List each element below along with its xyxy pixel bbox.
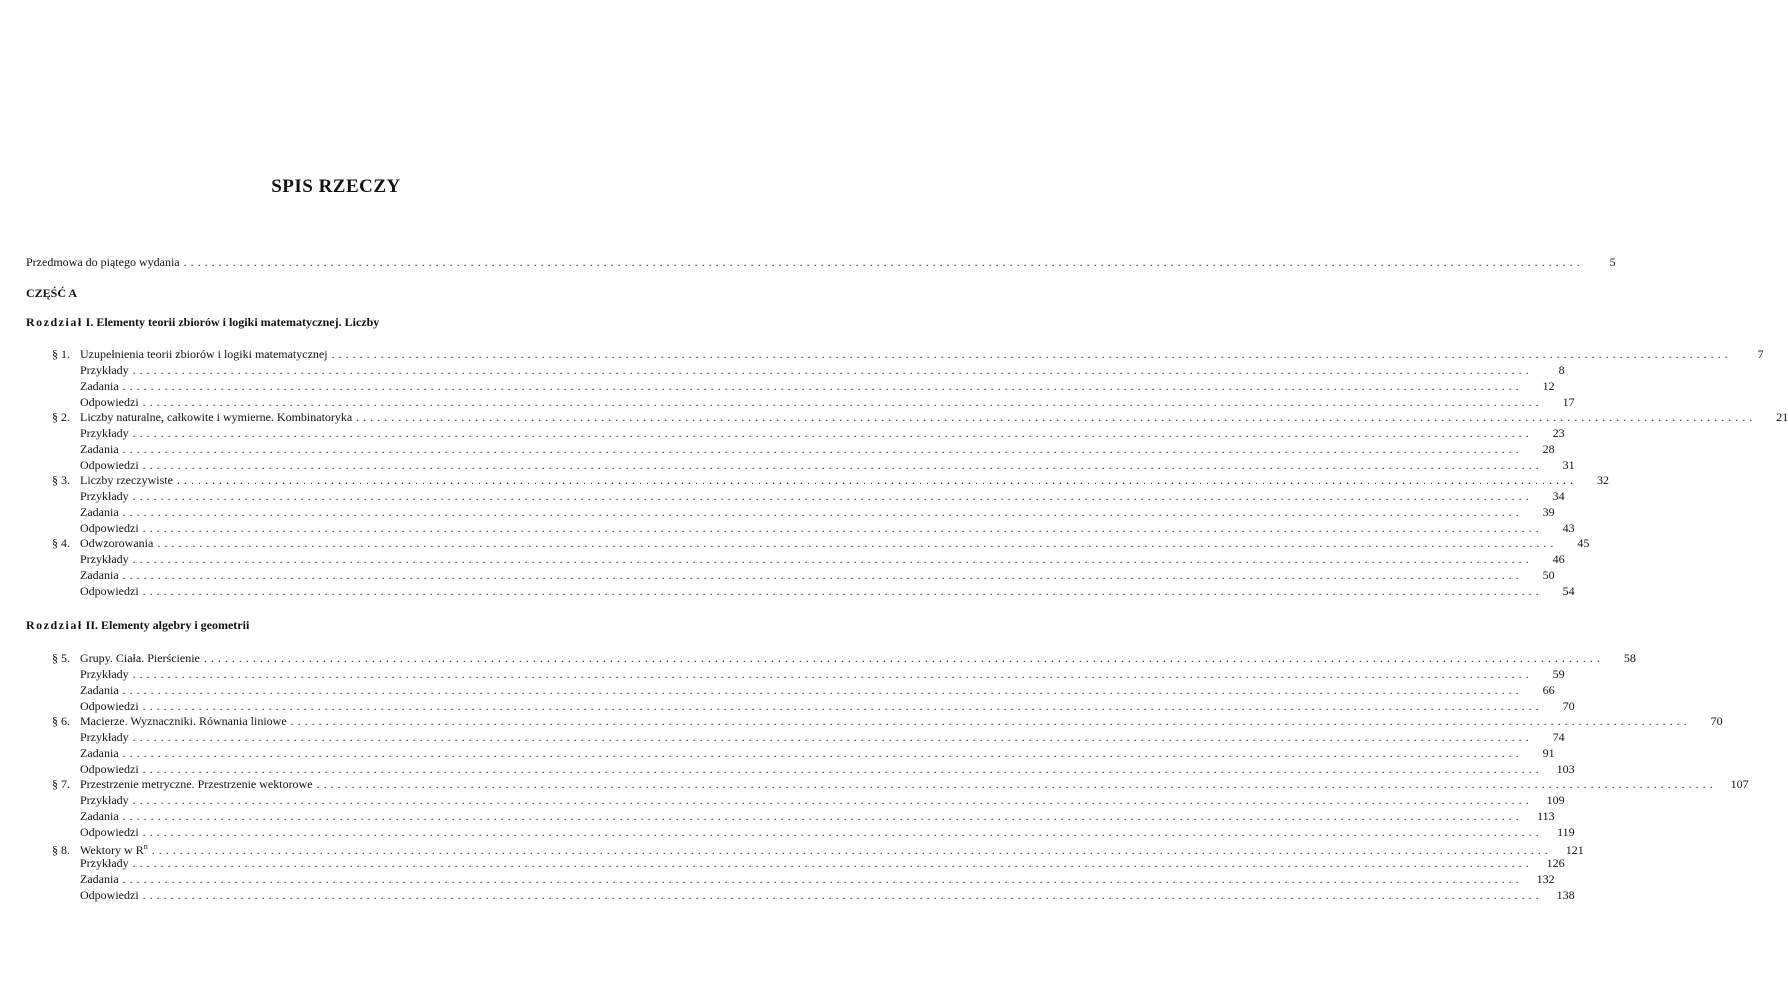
- page-number: 7: [1757, 347, 1764, 361]
- toc-section: [52, 346, 1764, 362]
- entry-label: Odpowiedzi: [80, 521, 139, 535]
- toc-sub-entry: [80, 520, 1575, 536]
- toc-section: [52, 713, 1723, 729]
- dot-leader: ........................................................................................................................................................................................................: [122, 568, 1523, 582]
- dot-leader: ........................................................................................................................................................................................................: [142, 888, 1543, 902]
- page-number: 32: [1596, 473, 1609, 487]
- page-number: 34: [1552, 489, 1565, 503]
- section-label: [52, 535, 153, 551]
- entry-label: Przykłady: [80, 856, 129, 870]
- section-label: [52, 776, 313, 792]
- toc-sub-entry: [80, 567, 1555, 583]
- entry-label: Zadania: [80, 872, 119, 886]
- page-number: 109: [1546, 793, 1565, 807]
- page-number: 103: [1556, 762, 1575, 776]
- section-label: [52, 409, 352, 425]
- toc-entry-preface: [26, 254, 1616, 270]
- toc-sub-entry: [80, 682, 1555, 698]
- page-number: 28: [1542, 442, 1555, 456]
- toc-section: [52, 839, 1584, 857]
- dot-leader: ........................................................................................................................................................................................................: [132, 730, 1533, 744]
- entry-label: Odpowiedzi: [80, 458, 139, 472]
- entry-label: Odpowiedzi: [80, 584, 139, 598]
- page-number: 58: [1623, 651, 1636, 665]
- section-title: Liczby naturalne, całkowite i wymierne. Kombinatoryka: [80, 410, 353, 424]
- entry-label: Odpowiedzi: [80, 699, 139, 713]
- dot-leader: ........................................................................................................................................................................................................: [142, 458, 1543, 472]
- entry-label: Odpowiedzi: [80, 825, 139, 839]
- entry-label: Odpowiedzi: [80, 888, 139, 902]
- toc-section: [52, 472, 1609, 488]
- page-number: 46: [1552, 552, 1565, 566]
- entry-label: Przedmowa do piątego wydania: [26, 255, 180, 269]
- toc-sub-entry: [80, 551, 1565, 567]
- section-label: [52, 346, 328, 362]
- chapter-title: II. Elementy algebry i geometrii: [85, 618, 250, 632]
- entry-label: Zadania: [80, 442, 119, 456]
- section-title: Odwzorowania: [80, 536, 154, 550]
- toc-sub-entry: [80, 666, 1565, 682]
- chapter-word: Rozdział: [26, 315, 83, 329]
- dot-leader: ........................................................................................................................................................................................................: [151, 843, 1552, 857]
- page-number: 70: [1562, 699, 1575, 713]
- superscript-n: n: [143, 842, 148, 851]
- page-number: 31: [1562, 458, 1575, 472]
- section-number: § 5.: [52, 651, 70, 665]
- entry-label: Zadania: [80, 809, 119, 823]
- toc-sub-entry: [80, 792, 1565, 808]
- dot-leader: ........................................................................................................................................................................................................: [142, 521, 1543, 535]
- dot-leader: ........................................................................................................................................................................................................: [132, 793, 1533, 807]
- page-number: 50: [1542, 568, 1555, 582]
- dot-leader: ........................................................................................................................................................................................................: [142, 584, 1543, 598]
- page-number: 70: [1710, 714, 1723, 728]
- section-label: [52, 713, 287, 729]
- dot-leader: ........................................................................................................................................................................................................: [122, 809, 1523, 823]
- toc-section: [52, 776, 1749, 792]
- dot-leader: ........................................................................................................................................................................................................: [132, 363, 1533, 377]
- section-number: § 1.: [52, 347, 70, 361]
- page-number: 8: [1558, 363, 1565, 377]
- section-number: § 8.: [52, 843, 70, 857]
- dot-leader: ........................................................................................................................................................................................................: [183, 255, 1584, 269]
- toc-sub-entry: [80, 887, 1575, 903]
- toc-sub-entry: [80, 808, 1555, 824]
- page-number: 113: [1537, 809, 1555, 823]
- entry-label: Zadania: [80, 505, 119, 519]
- toc-sub-entry: [80, 583, 1575, 599]
- toc-sub-entry: [80, 855, 1565, 871]
- toc-sub-entry: [80, 698, 1575, 714]
- page-number: 138: [1556, 888, 1575, 902]
- page-number: 21: [1776, 410, 1788, 424]
- toc-sub-entry: [80, 441, 1555, 457]
- toc-sub-entry: [80, 824, 1575, 840]
- entry-label: Zadania: [80, 746, 119, 760]
- dot-leader: ........................................................................................................................................................................................................: [316, 777, 1717, 791]
- entry-label: Przykłady: [80, 363, 129, 377]
- entry-label: Zadania: [80, 683, 119, 697]
- entry-label: Przykłady: [80, 667, 129, 681]
- page-number: 59: [1552, 667, 1565, 681]
- toc-sub-entry: [80, 761, 1575, 777]
- page-number: 107: [1730, 777, 1749, 791]
- page-number: 5: [1609, 255, 1616, 269]
- entry-label: Przykłady: [80, 489, 129, 503]
- part-heading: CZĘŚĆ A: [26, 286, 78, 300]
- entry-label: Odpowiedzi: [80, 395, 139, 409]
- page-number: 39: [1542, 505, 1555, 519]
- dot-leader: ........................................................................................................................................................................................................: [122, 683, 1523, 697]
- toc-section: [52, 650, 1636, 666]
- dot-leader: ........................................................................................................................................................................................................: [142, 825, 1543, 839]
- page-number: 43: [1562, 521, 1575, 535]
- page-number: 45: [1577, 536, 1590, 550]
- dot-leader: ........................................................................................................................................................................................................: [132, 856, 1533, 870]
- dot-leader: ........................................................................................................................................................................................................: [176, 473, 1577, 487]
- page-number: 119: [1557, 825, 1575, 839]
- page-number: 121: [1565, 843, 1584, 857]
- page-number: 132: [1536, 872, 1555, 886]
- toc-sub-entry: [80, 488, 1565, 504]
- toc-sub-entry: [80, 871, 1555, 887]
- dot-leader: ........................................................................................................................................................................................................: [132, 667, 1533, 681]
- section-title: Wektory w R: [80, 843, 144, 857]
- page-title: SPIS RZECZY: [271, 176, 401, 197]
- section-title: Liczby rzeczywiste: [80, 473, 173, 487]
- toc-sub-entry: [80, 504, 1555, 520]
- dot-leader: ........................................................................................................................................................................................................: [290, 714, 1691, 728]
- toc-sub-entry: [80, 394, 1575, 410]
- toc-section: [52, 409, 1788, 425]
- dot-leader: ........................................................................................................................................................................................................: [157, 536, 1558, 550]
- entry-label: Przykłady: [80, 552, 129, 566]
- entry-label: Przykłady: [80, 793, 129, 807]
- page-number: 23: [1552, 426, 1565, 440]
- dot-leader: ........................................................................................................................................................................................................: [122, 746, 1523, 760]
- dot-leader: ........................................................................................................................................................................................................: [122, 379, 1523, 393]
- section-title: Macierze. Wyznaczniki. Równania liniowe: [80, 714, 287, 728]
- toc-sub-entry: [80, 378, 1555, 394]
- section-label: [52, 650, 200, 666]
- section-title: Grupy. Ciała. Pierścienie: [80, 651, 200, 665]
- page-number: 91: [1542, 746, 1555, 760]
- page-number: 12: [1542, 379, 1555, 393]
- dot-leader: ........................................................................................................................................................................................................: [142, 699, 1543, 713]
- section-number: § 3.: [52, 473, 70, 487]
- entry-label: Przykłady: [80, 730, 129, 744]
- section-number: § 4.: [52, 536, 70, 550]
- dot-leader: ........................................................................................................................................................................................................: [122, 442, 1523, 456]
- dot-leader: ........................................................................................................................................................................................................: [132, 489, 1533, 503]
- toc-sub-entry: [80, 745, 1555, 761]
- dot-leader: ........................................................................................................................................................................................................: [203, 651, 1604, 665]
- section-number: § 7.: [52, 777, 70, 791]
- section-label: [52, 472, 173, 488]
- dot-leader: ........................................................................................................................................................................................................: [331, 347, 1732, 361]
- entry-label: Zadania: [80, 568, 119, 582]
- chapter-title: I. Elementy teorii zbiorów i logiki matematycznej. Liczby: [85, 315, 380, 329]
- section-number: § 2.: [52, 410, 70, 424]
- dot-leader: ........................................................................................................................................................................................................: [132, 552, 1533, 566]
- page-number: 54: [1562, 584, 1575, 598]
- chapter-heading: [26, 618, 249, 633]
- page-number: 17: [1562, 395, 1575, 409]
- toc-sub-entry: [80, 425, 1565, 441]
- chapter-word: Rozdział: [26, 618, 83, 632]
- dot-leader: ........................................................................................................................................................................................................: [122, 505, 1523, 519]
- page-number: 66: [1542, 683, 1555, 697]
- section-title: Przestrzenie metryczne. Przestrzenie wektorowe: [80, 777, 313, 791]
- toc-sub-entry: [80, 457, 1575, 473]
- dot-leader: ........................................................................................................................................................................................................: [142, 395, 1543, 409]
- toc-section: [52, 535, 1590, 551]
- dot-leader: ........................................................................................................................................................................................................: [142, 762, 1543, 776]
- toc-sub-entry: [80, 729, 1565, 745]
- chapter-heading: [26, 315, 379, 330]
- entry-label: Zadania: [80, 379, 119, 393]
- page-number: 126: [1546, 856, 1565, 870]
- dot-leader: ........................................................................................................................................................................................................: [356, 410, 1757, 424]
- entry-label: Odpowiedzi: [80, 762, 139, 776]
- page-number: 74: [1552, 730, 1565, 744]
- toc-sub-entry: [80, 362, 1565, 378]
- section-number: § 6.: [52, 714, 70, 728]
- dot-leader: ........................................................................................................................................................................................................: [122, 872, 1523, 886]
- dot-leader: ........................................................................................................................................................................................................: [132, 426, 1533, 440]
- entry-label: Przykłady: [80, 426, 129, 440]
- section-title: Uzupełnienia teorii zbiorów i logiki matematycznej: [80, 347, 328, 361]
